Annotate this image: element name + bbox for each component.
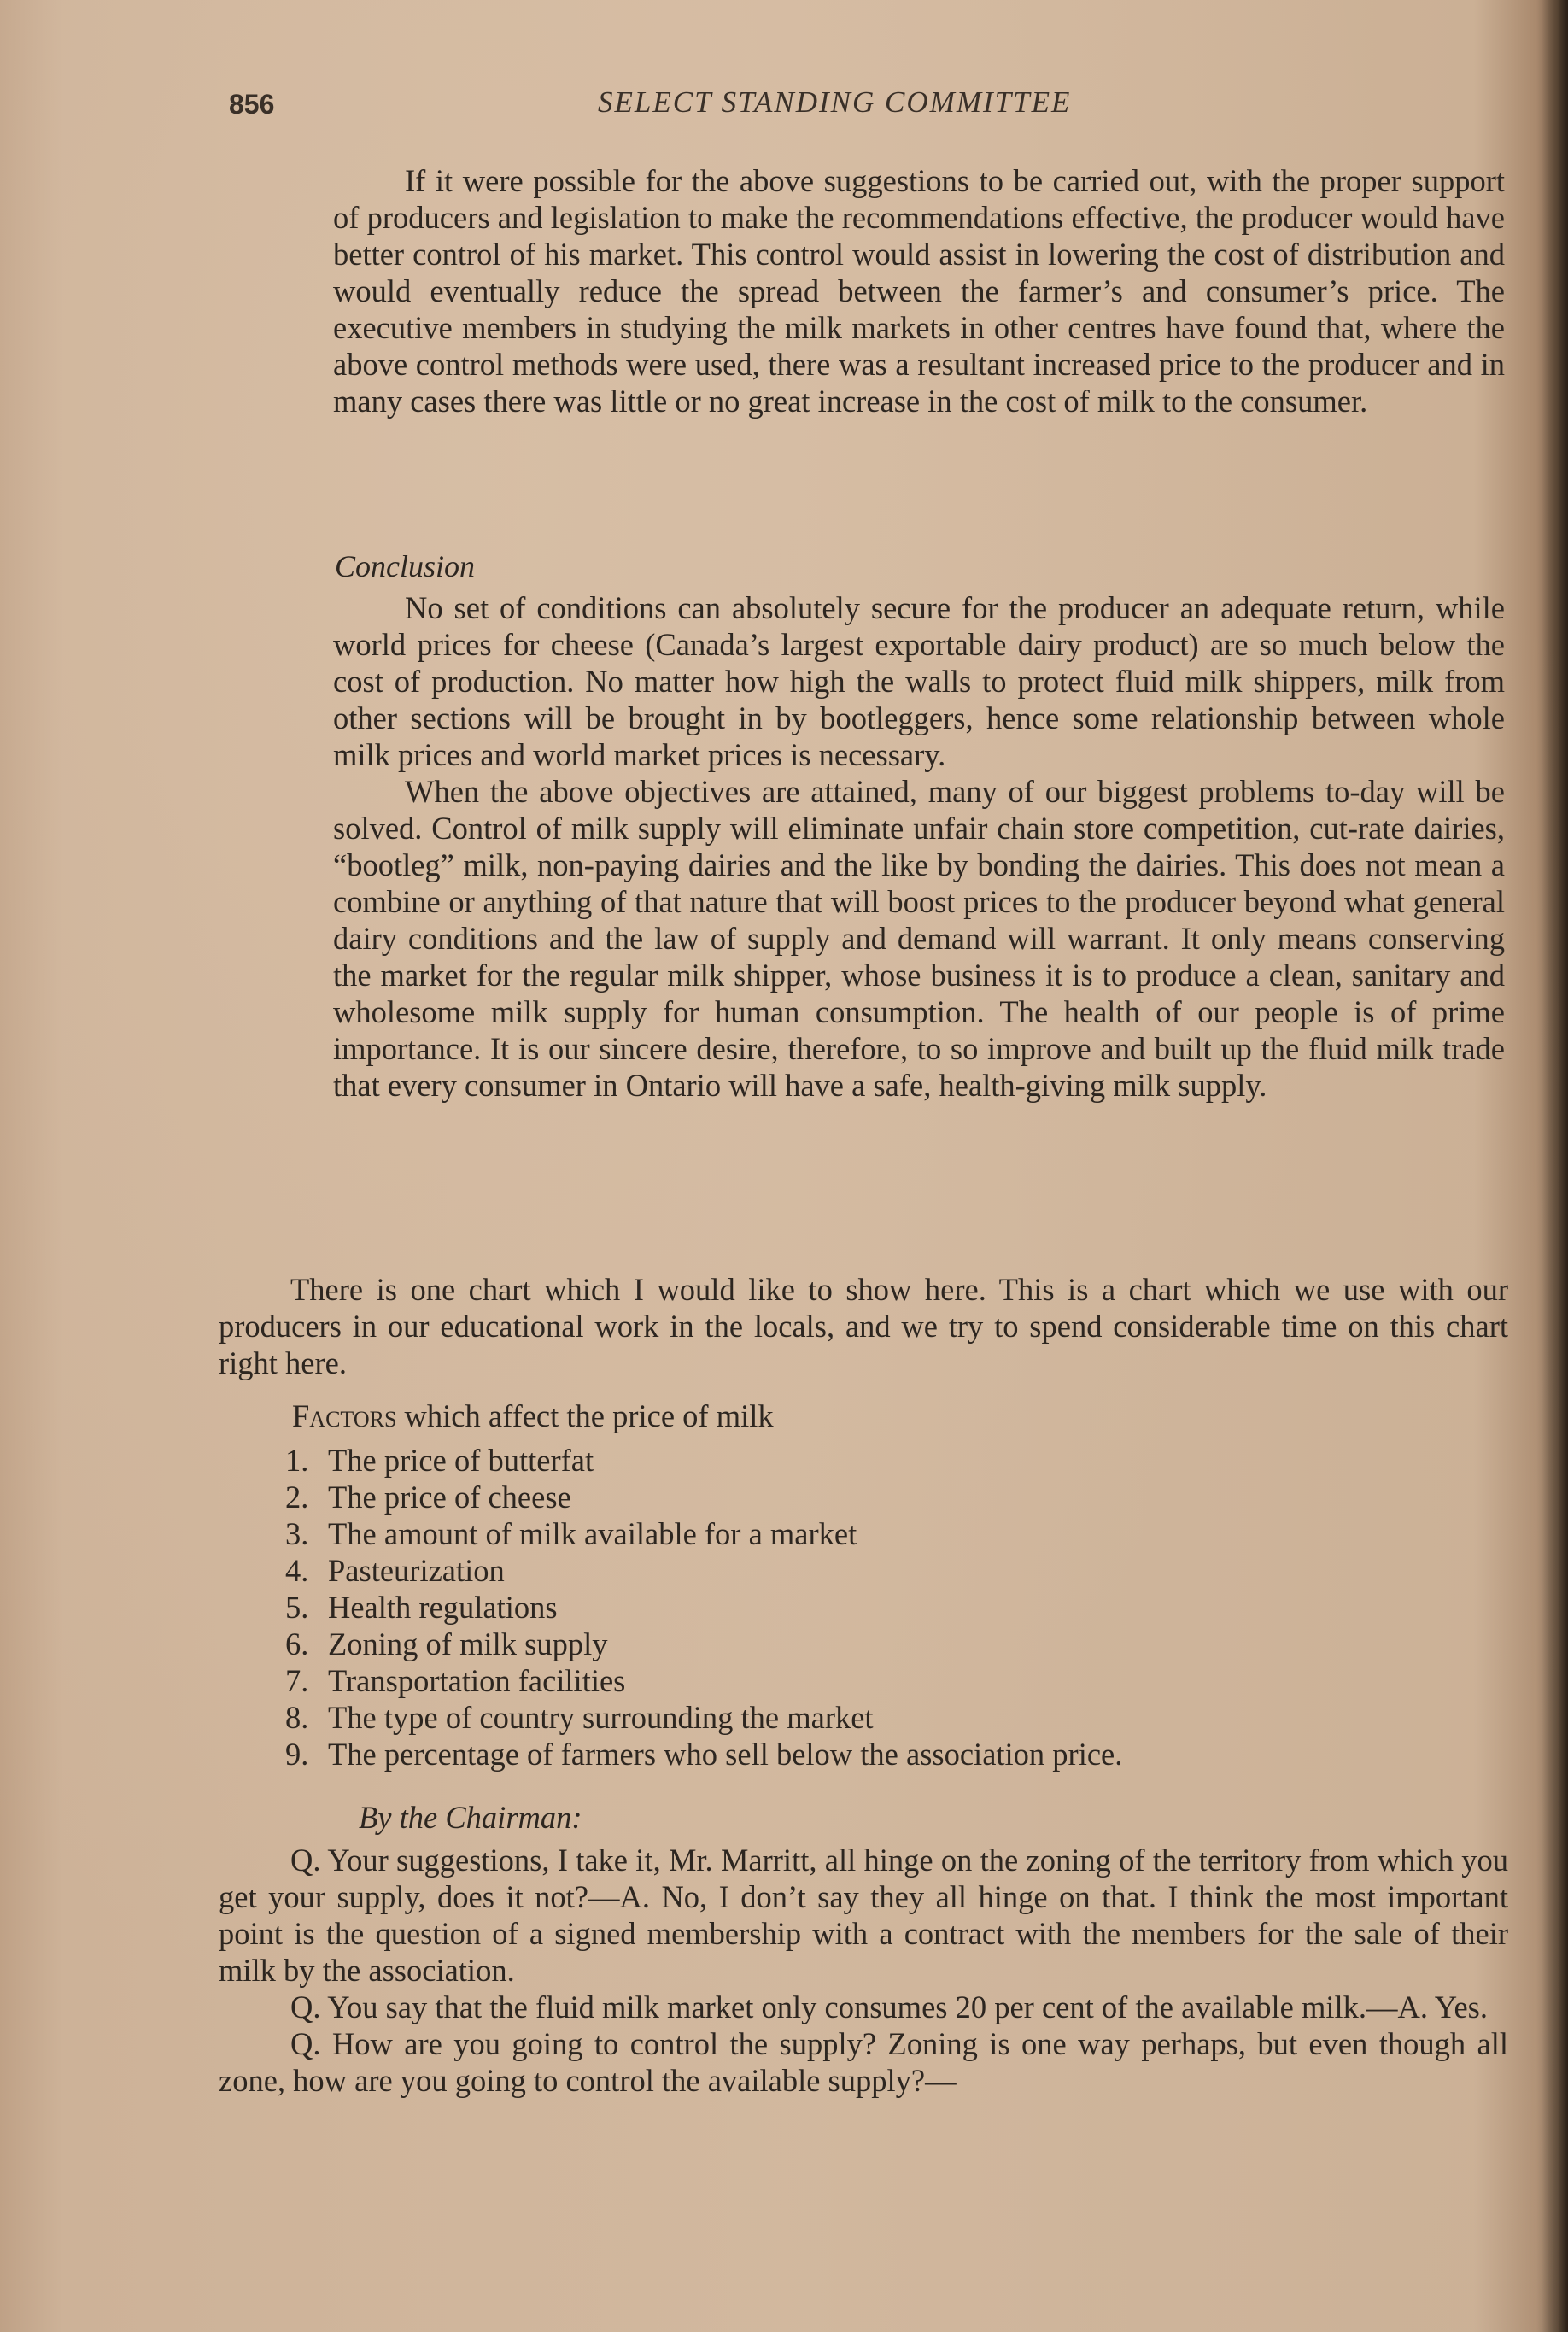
conclusion-block [333, 589, 1505, 1104]
list-item [285, 1589, 1122, 1626]
qa-paragraph: Q. How are you going to control the supply? Zoning is one way perhaps, but even though all zone, how are you going to control the available supply?— [219, 2026, 1508, 2098]
list-item-number: 4. [285, 1553, 309, 1588]
list-item-number: 3. [285, 1516, 309, 1551]
paragraph: When the above objectives are attained, many of our biggest problems to-day will be solved. Control of milk supply will eliminate unfair chain store competition, cut-rate dairies, “bootleg” milk, non-paying dairies and the like by bonding the dairies. This does not mean a combine or anything of that nature that will boost prices to the producer beyond what general dairy conditions and the law of supply and demand will warrant. It only means conserving the market for the regular milk shipper, whose business it is to produce a clean, sanitary and wholesome milk supply for human consumption. The health of our people is of prime importance. It is our sincere desire, therefore, to so improve and built up the fluid milk trade that every consumer in Ontario will have a safe, health-giving milk supply. [333, 774, 1505, 1103]
chairman-label: By the Chairman: [359, 1800, 582, 1835]
running-head: SELECT STANDING COMMITTEE [598, 85, 1072, 119]
list-item-text: The percentage of farmers who sell below the association price. [328, 1737, 1123, 1772]
factors-list [285, 1442, 1122, 1772]
list-item [285, 1479, 1122, 1515]
chart-intro-block [219, 1271, 1508, 1381]
list-item-number: 2. [285, 1479, 309, 1515]
list-item-number: 9. [285, 1737, 309, 1772]
paragraph: No set of conditions can absolutely secure for the producer an adequate return, while world prices for cheese (Canada’s largest exportable dairy product) are so much below the cost of production. No matter how high the walls to protect fluid milk shippers, milk from other sections will be brought in by bootleggers, hence some relationship between whole milk prices and world market prices is necessary. [333, 590, 1505, 772]
list-item [285, 1662, 1122, 1699]
list-item-text: Zoning of milk supply [328, 1626, 608, 1661]
page-header [0, 85, 1568, 128]
list-item-number: 6. [285, 1626, 309, 1661]
list-item [285, 1699, 1122, 1736]
list-item [285, 1736, 1122, 1772]
qa-block [219, 1842, 1508, 2099]
list-item-text: Pasteurization [328, 1553, 505, 1588]
list-item-text: Transportation facilities [328, 1663, 626, 1698]
paragraph: There is one chart which I would like to show here. This is a chart which we use with our producers in our educational work in the locals, and we try to spend considerable time on this chart right here. [219, 1272, 1508, 1380]
intro-paragraph-block [333, 162, 1505, 419]
list-item-text: The type of country surrounding the market [328, 1700, 874, 1735]
list-item-number: 7. [285, 1663, 309, 1698]
list-item-number: 8. [285, 1700, 309, 1735]
qa-paragraph: Q. Your suggestions, I take it, Mr. Marritt, all hinge on the zoning of the territory from which you get your supply, does it not?—A. No, I don’t say they all hinge on that. I think the most important point is the question of a signed membership with a contract with the members for the sale of their milk by the association. [219, 1843, 1508, 1988]
factors-title-rest: which affect the price of milk [396, 1398, 774, 1433]
factors-title-caps: Factors [292, 1398, 397, 1433]
list-item [285, 1515, 1122, 1552]
list-item-number: 1. [285, 1443, 309, 1478]
list-item-text: Health regulations [328, 1590, 558, 1625]
qa-paragraph: Q. You say that the fluid milk market only consumes 20 per cent of the available milk.—A. Yes. [290, 1989, 1489, 2024]
list-item [285, 1442, 1122, 1479]
list-item-text: The price of butterfat [328, 1443, 594, 1478]
list-item-text: The price of cheese [328, 1479, 571, 1515]
paragraph: If it were possible for the above suggestions to be carried out, with the proper support of producers and legislation to make the recommendations effective, the producer would have better control of his market. This control would assist in lowering the cost of distribution and would eventually reduce the spread between the farmer’s and consumer’s price. The executive members in studying the milk markets in other centres have found that, where the above control methods were used, there was a resultant increased price to the producer and in many cases there was little or no great increase in the cost of milk to the consumer. [333, 163, 1505, 419]
list-item [285, 1626, 1122, 1662]
factors-title [292, 1397, 774, 1434]
conclusion-heading: Conclusion [335, 549, 476, 583]
page-edge-shadow [1542, 0, 1568, 2332]
list-item-text: The amount of milk available for a market [328, 1516, 857, 1551]
page-number: 856 [229, 89, 275, 120]
list-item-number: 5. [285, 1590, 309, 1625]
list-item [285, 1552, 1122, 1589]
